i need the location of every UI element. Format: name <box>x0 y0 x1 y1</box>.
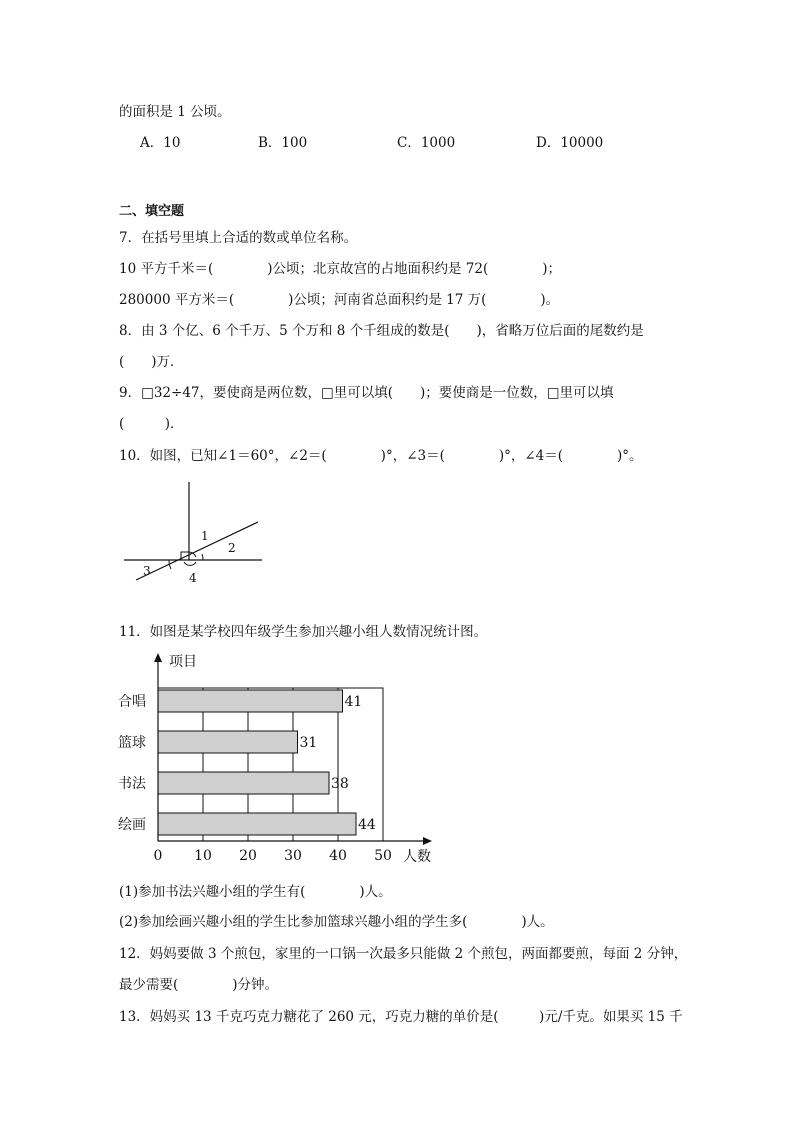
q11-sub2: (2)参加绘画兴趣小组的学生比参加篮球兴趣小组的学生多( )人。 <box>119 914 554 930</box>
bar-4 <box>158 813 356 835</box>
angle-label-2: 2 <box>228 541 236 555</box>
q12-line2: 最少需要( )分钟。 <box>119 977 279 993</box>
x-tick-label: 10 <box>194 848 212 864</box>
q6-option-b: B．100 <box>258 135 308 151</box>
value-label: 41 <box>344 694 363 710</box>
value-label: 44 <box>358 817 376 833</box>
x-tick-label: 50 <box>374 848 392 864</box>
bar-3 <box>158 772 329 794</box>
q7-line2: 280000 平方米＝( )公顷；河南省总面积约是 17 万( )。 <box>119 292 560 308</box>
angle-4-arc <box>184 562 196 565</box>
x-tick-label: 30 <box>284 848 302 864</box>
slanted-line <box>136 522 258 580</box>
chart-bars <box>158 690 356 835</box>
y-axis-arrow <box>154 653 162 662</box>
q9-line2: ( )． <box>119 416 184 432</box>
q8-line1: 8．由 3 个亿、6 个千万、5 个万和 8 个千组成的数是( )，省略万位后面的尾数约是 <box>119 323 644 339</box>
q8-line2: ( )万． <box>119 354 184 370</box>
q9-line1: 9．□32÷47，要使商是两位数，□里可以填( )；要使商是一位数，□里可以填 <box>119 385 614 401</box>
q10-stem: 10．如图，已知∠1＝60°，∠2＝( )°，∠3＝( )°，∠4＝( )°。 <box>119 448 643 464</box>
category-label: 书法 <box>118 776 146 792</box>
q6-option-c: C．1000 <box>397 135 456 151</box>
q6-option-a: A．10 <box>140 135 181 151</box>
q11-stem: 11．如图是某学校四年级学生参加兴趣小组人数情况统计图。 <box>119 624 488 640</box>
x-tick-label: 20 <box>239 848 257 864</box>
q7-stem: 7．在括号里填上合适的数或单位名称。 <box>119 230 358 246</box>
y-axis-title: 项目 <box>169 654 197 670</box>
category-label: 篮球 <box>118 735 146 751</box>
value-label: 31 <box>299 735 318 751</box>
x-axis-arrow <box>423 837 432 845</box>
x-tick-label: 0 <box>153 848 163 864</box>
q6-option-d: D．10000 <box>536 135 604 151</box>
x-tick-label: 40 <box>329 848 347 864</box>
q6-text: 的面积是 1 公顷。 <box>119 104 231 120</box>
x-axis-title: 人数 <box>403 849 431 865</box>
q12-line1: 12．妈妈要做 3 个煎包，家里的一口锅一次最多只能做 2 个煎包，两面都要煎，每面 2 分钟， <box>119 946 688 962</box>
category-label: 合唱 <box>118 694 146 710</box>
angle-label-3: 3 <box>143 564 151 578</box>
angle-2-arc <box>202 554 203 560</box>
angle-label-1: 1 <box>201 529 209 543</box>
section-title: 二、填空题 <box>119 204 185 219</box>
q13-line1: 13．妈妈买 13 千克巧克力糖花了 260 元，巧克力糖的单价是( )元/千克。如果买 15 千 <box>119 1009 683 1025</box>
q7-line1: 10 平方千米＝( )公顷；北京故宫的占地面积约是 72( )； <box>119 261 562 277</box>
angle-label-4: 4 <box>189 571 197 585</box>
q11-sub1: (1)参加书法兴趣小组的学生有( )人。 <box>119 884 392 900</box>
bar-2 <box>158 731 298 753</box>
value-label: 38 <box>331 776 349 792</box>
angle-figure <box>118 476 268 588</box>
bar-1 <box>158 690 343 712</box>
category-label: 绘画 <box>118 817 146 833</box>
bar-chart <box>110 648 440 872</box>
